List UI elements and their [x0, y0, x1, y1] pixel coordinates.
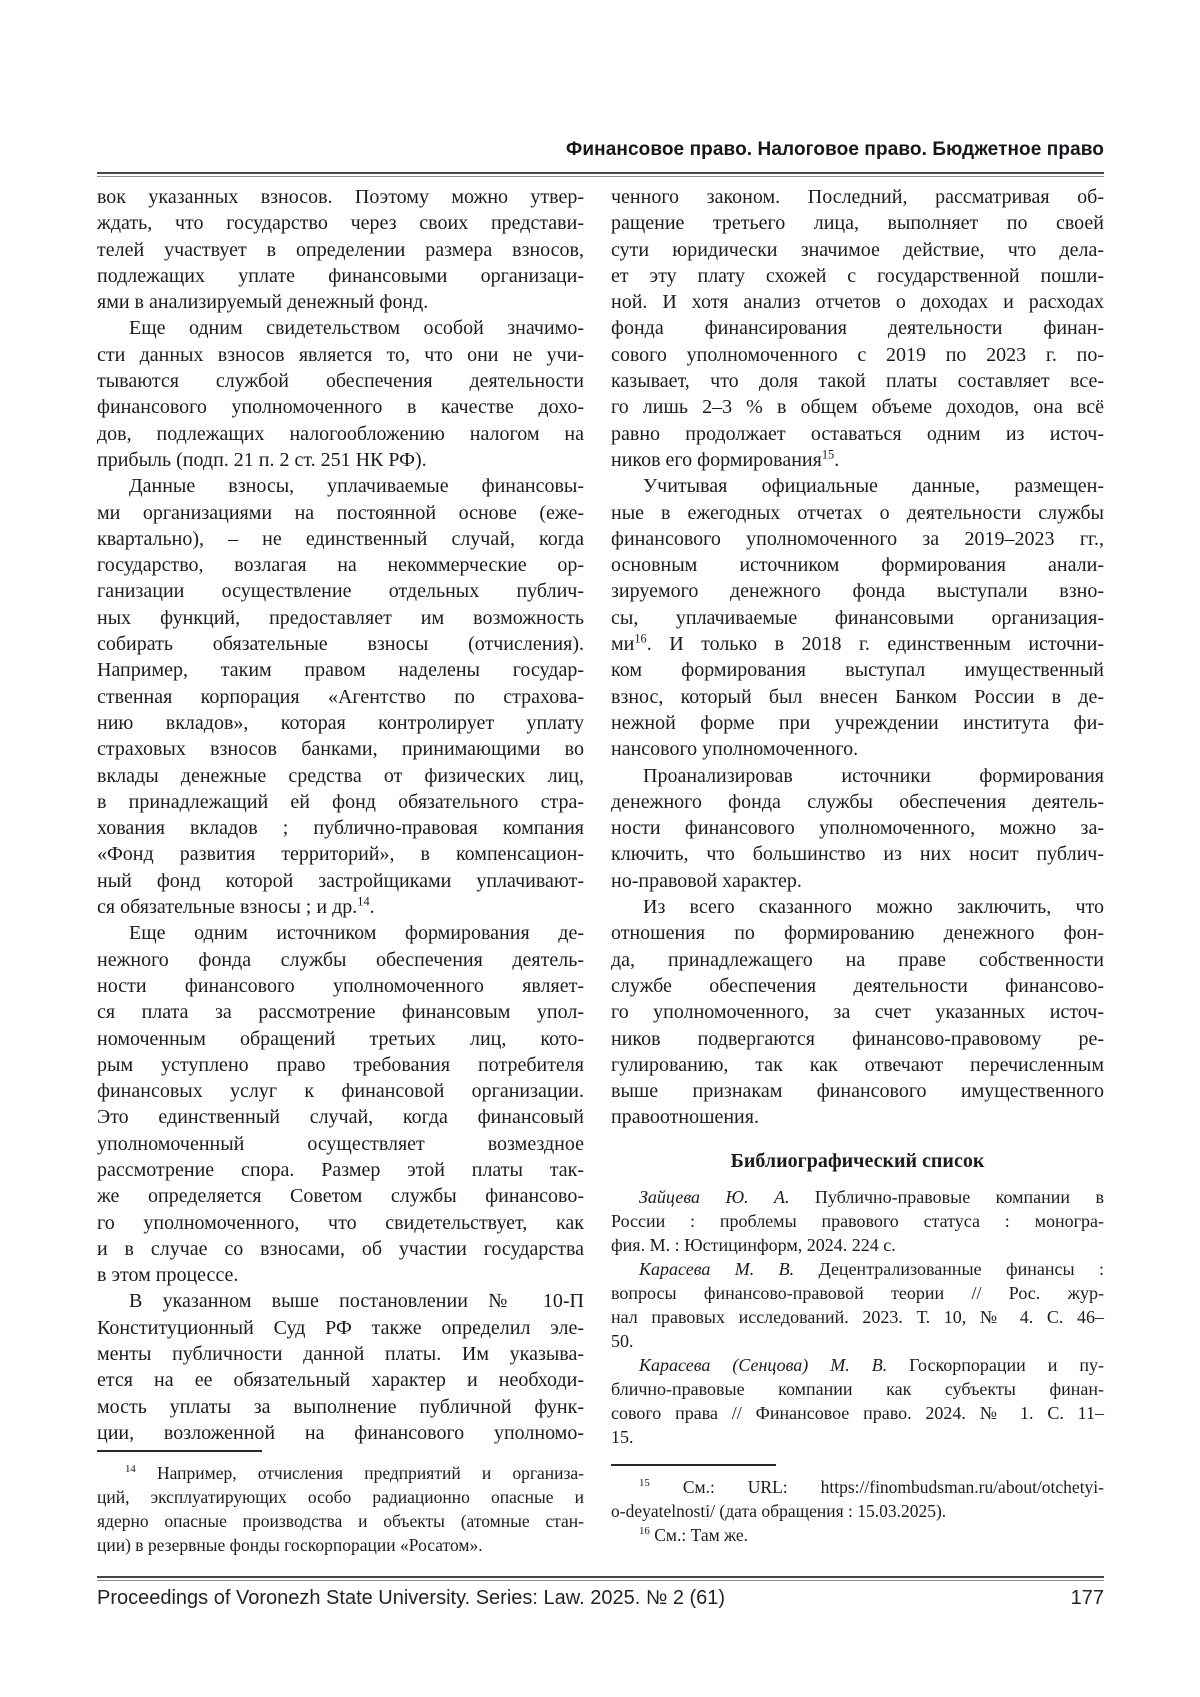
text-line: отношения по формированию денежного фон-	[611, 922, 1104, 945]
text-line: основным источником формирования анали-	[611, 554, 1104, 577]
text-line: в этом процессе.	[97, 1264, 239, 1287]
paragraph	[97, 184, 584, 315]
text-line: же определяется Советом службы финансово-	[97, 1185, 584, 1208]
text-line: ственная корпорация «Агентство по страхова-	[97, 685, 584, 708]
text-line: равно продолжает оставаться одним из источ-	[611, 422, 1104, 445]
text-line: ные в ежегодных отчетах о деятельности службы	[611, 501, 1104, 524]
text-line: службе обеспечения деятельности финансово-	[611, 974, 1104, 997]
footnotes-left	[97, 1450, 584, 1557]
text-line: ся плата за рассмотрение финансовым упол-	[97, 1001, 584, 1024]
text-line: $ми^{16}$. И только в 2018 г. единственным источни-	[611, 631, 1104, 656]
footnote-text	[97, 1461, 584, 1557]
text-line: ных функций, предоставляет им возможность	[97, 606, 584, 629]
text-line: го уполномоченного, что свидетельствует, как	[97, 1211, 584, 1234]
text-line: но-правовой характер.	[611, 869, 802, 892]
text-line: Карасева М. В. Децентрализованные финансы :	[639, 1258, 1104, 1279]
paragraph	[611, 1475, 1104, 1523]
text-line: ращение третьего лица, выполняет по своей	[611, 212, 1104, 235]
text-line: ет эту плату схожей с государственной пошли-	[611, 264, 1104, 287]
footnote-separator	[611, 1464, 776, 1466]
text-line: ности финансового уполномоченного, можно за-	[611, 817, 1104, 840]
text-line: фонда финансирования деятельности финан-	[611, 317, 1104, 340]
text-line: да, принадлежащего на праве собственности	[611, 948, 1104, 971]
text-line: ется на ее обязательный характер и необходи-	[97, 1369, 584, 1392]
text-line: «Фонд развития территорий», в компенсацион-	[97, 843, 584, 866]
text-line: мость уплаты за выполнение публичной функ-	[97, 1395, 584, 1418]
text-line: го уполномоченного, за счет указанных источ-	[611, 1001, 1104, 1024]
text-line: ядерно опасные производства и объекты (атомные стан-	[97, 1511, 584, 1531]
text-line: правоотношения.	[611, 1106, 759, 1129]
text-line: государство, возлагая на некоммерческие ор-	[97, 554, 584, 577]
text-line: ников его формирования$^{15}$.	[611, 447, 840, 471]
text-line: Проанализировав источники формирования	[643, 764, 1104, 787]
left-column	[97, 184, 584, 1446]
text-line: блично-правовые компании как субъекты финан-	[611, 1378, 1104, 1399]
text-line: ями в анализируемый денежный фонд.	[97, 291, 429, 314]
text-line: номоченным обращений третьих лиц, кото-	[97, 1027, 584, 1050]
footnote-separator	[97, 1450, 262, 1452]
text-line: ции) в резервные фонды госкорпорации «Росатом».	[97, 1535, 483, 1555]
page-number: 177	[1070, 1587, 1104, 1609]
text-line: менты публичности данной платы. Им указыва-	[97, 1343, 584, 1366]
text-line: 15.	[611, 1426, 634, 1447]
paragraph	[611, 894, 1104, 1131]
paragraph	[611, 763, 1104, 894]
text-line: сути юридически значимое действие, что дела-	[611, 238, 1104, 261]
footer-journal-info: Proceedings of Voronezh State University. Series: Law. 2025. № 2 (61)	[97, 1587, 726, 1609]
left-column-text	[97, 184, 584, 1446]
text-line: Из всего сказанного можно заключить, что	[643, 896, 1104, 919]
text-line: казывает, что доля такой платы составляет все-	[611, 370, 1104, 393]
text-line: Например, таким правом наделены государ-	[97, 659, 584, 682]
text-line: телей участвует в определении размера взносов,	[97, 238, 584, 261]
paragraph	[611, 1353, 1104, 1449]
text-line: Еще одним источником формирования де-	[129, 922, 584, 945]
text-line: o-deyatelnosti/ (дата обращения : 15.03.2025).	[611, 1501, 947, 1521]
text-line: нежной форме при учреждении института фи-	[611, 711, 1104, 734]
text-line: ганизации осуществление отдельных публич-	[97, 580, 584, 603]
text-line: Конституционный Суд РФ также определил эле-	[97, 1316, 584, 1339]
text-line: финансовых услуг к финансовой организации.	[97, 1080, 584, 1103]
text-line: сового уполномоченного с 2019 по 2023 г. по-	[611, 343, 1104, 366]
text-line: нансового уполномоченного.	[611, 738, 859, 761]
text-line: рассмотрение спора. Размер этой платы так-	[97, 1158, 584, 1181]
text-line: ции, возложенной на финансового уполномо-	[97, 1421, 584, 1444]
text-line: нал правовых исследований. 2023. Т. 10, № 4. С. 46–	[611, 1306, 1104, 1327]
text-line: гулированию, так как отвечают перечисленным	[611, 1053, 1104, 1076]
footnote-text	[611, 1475, 1104, 1547]
text-line: вок указанных взносов. Поэтому можно утвер-	[97, 186, 584, 208]
text-line: ключить, что большинство из них носит публич-	[611, 843, 1104, 866]
text-line: ком формирования выступал имущественный	[611, 659, 1104, 682]
text-line: $^{15}$ См.: URL: https://finombudsman.ru/about/otchetyi-	[639, 1477, 1104, 1497]
text-line: ченного законом. Последний, рассматривая об-	[611, 186, 1104, 208]
text-line: $^{16}$ См.: Там же.	[639, 1525, 749, 1545]
text-line: Учитывая официальные данные, размещен-	[643, 475, 1104, 498]
text-line: Данные взносы, уплачиваемые финансовы-	[129, 475, 584, 498]
text-line: выше признакам финансового имущественного	[611, 1080, 1104, 1103]
footnotes-right	[611, 1464, 1104, 1547]
paragraph	[97, 1461, 584, 1557]
text-line: нежного фонда службы обеспечения деятель-	[97, 948, 584, 971]
text-line: ников подвергаются финансово-правовому ре-	[611, 1027, 1104, 1050]
text-line: сти данных взносов является то, что они не учи-	[97, 343, 584, 366]
text-line: зируемого денежного фонда выступали взно-	[611, 580, 1104, 603]
text-line: хования вкладов ; публично-правовая компания	[97, 817, 584, 840]
paragraph	[611, 184, 1104, 473]
text-line: ности финансового уполномоченного являет-	[97, 974, 584, 997]
paragraph	[611, 1523, 1104, 1547]
text-line: ной. И хотя анализ отчетов о доходах и расходах	[611, 291, 1104, 314]
right-column	[611, 184, 1104, 1449]
text-line: Это единственный случай, когда финансовый	[97, 1106, 584, 1129]
text-line: прибыль (подп. 21 п. 2 ст. 251 НК РФ).	[97, 448, 427, 471]
paragraph	[97, 315, 584, 473]
text-line: рым уступлено право требования потребителя	[97, 1053, 584, 1076]
right-column-text	[611, 184, 1104, 1131]
text-line: уполномоченный осуществляет возмездное	[97, 1132, 584, 1155]
text-line: фия. М. : Юстицинформ, 2024. 224 с.	[611, 1234, 896, 1255]
text-line: 50.	[611, 1330, 634, 1351]
text-line: денежного фонда службы обеспечения деятель-	[611, 790, 1104, 813]
text-line: России : проблемы правового статуса : моногра-	[611, 1210, 1104, 1231]
text-line: ждать, что государство через своих представи-	[97, 212, 584, 235]
bibliography-list	[611, 1185, 1104, 1449]
text-line: ся обязательные взносы ; и др.$^{14}$.	[97, 894, 375, 919]
paragraph	[611, 1257, 1104, 1353]
text-line: страховых взносов банками, принимающими во	[97, 738, 584, 761]
text-line: сового права // Финансовое право. 2024. № 1. С. 11–	[611, 1402, 1104, 1423]
text-line: вопросы финансово-правовой теории // Рос. жур-	[611, 1282, 1104, 1303]
text-line: дов, подлежащих налогообложению налогом на	[97, 422, 584, 445]
text-line: ми организациями на постоянной основе (еже-	[97, 501, 584, 524]
text-line: нию вкладов», которая контролирует уплату	[97, 711, 584, 734]
paragraph	[97, 1288, 584, 1446]
text-line: ций, эксплуатирующих особо радиационно опасные и	[97, 1487, 584, 1507]
text-line: собирать обязательные взносы (отчисления).	[97, 633, 584, 656]
footer-rule	[97, 1576, 1104, 1581]
paragraph	[97, 920, 584, 1288]
text-line: ный фонд которой застройщиками уплачивают-	[97, 869, 584, 892]
paragraph	[611, 473, 1104, 762]
text-line: $^{14}$ Например, отчисления предприятий и организа-	[125, 1463, 584, 1483]
running-header: Финансовое право. Налоговое право. Бюджетное право	[566, 139, 1104, 160]
text-line: взнос, который был внесен Банком России в де-	[611, 685, 1104, 708]
text-line: в принадлежащий ей фонд обязательного стра-	[97, 790, 584, 813]
header-rule	[97, 172, 1104, 177]
text-line: Еще одним свидетельством особой значимо-	[129, 317, 584, 340]
text-line: Зайцева Ю. А. Публично-правовые компании в	[639, 1186, 1104, 1207]
text-line: вклады денежные средства от физических лиц,	[97, 764, 584, 787]
text-line: подлежащих уплате финансовыми организаци-	[97, 264, 584, 287]
text-line: финансового уполномоченного в качестве дохо-	[97, 396, 584, 419]
bibliography-title: Библиографический список	[730, 1149, 985, 1172]
paragraph	[611, 1185, 1104, 1257]
text-line: сы, уплачиваемые финансовыми организация-	[611, 606, 1104, 629]
text-line: В указанном выше постановлении № 10-П	[129, 1290, 584, 1313]
text-line: тываются службой обеспечения деятельности	[97, 370, 584, 393]
text-line: квартально), – не единственный случай, когда	[97, 527, 584, 550]
text-line: го лишь 2–3 % в общем объеме доходов, она всё	[611, 396, 1104, 419]
text-line: и в случае со взносами, об участии государства	[97, 1237, 584, 1260]
text-line: финансового уполномоченного за 2019–2023 гг.,	[611, 527, 1104, 550]
paragraph	[97, 473, 584, 920]
text-line: Карасева (Сенцова) М. В. Госкорпорации и пу-	[639, 1354, 1104, 1375]
